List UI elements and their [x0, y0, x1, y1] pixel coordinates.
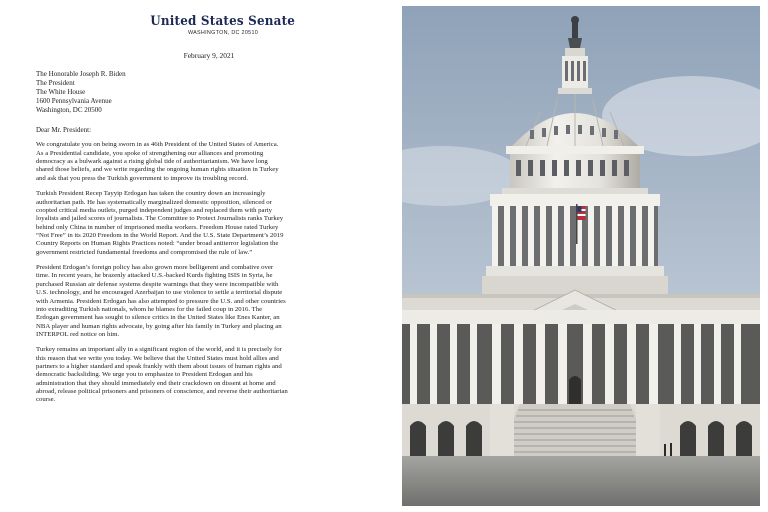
letterhead-place: WASHINGTON, DC 20510	[187, 29, 259, 36]
address-line: 1600 Pennsylvania Avenue	[36, 97, 112, 106]
text-line: this reason that we write you today. We believe that the United States must hold allies and	[36, 354, 279, 362]
text-line: government restricted fundamental freedoms and compromised the rule of law.”	[36, 248, 253, 256]
letterhead	[50, 14, 396, 36]
capitol-dome-illustration	[402, 6, 760, 506]
text-line: loyalists and jailed scores of journalists. The Committee to Protect Journalists ranks Turkey	[36, 215, 284, 223]
text-line: time. In recent years, he brazenly attacked U.S.-backed Kurds fighting ISIS in Syria, he	[36, 272, 273, 280]
text-line: shared those beliefs, and we write regarding the ongoing human rights situation in Turkey	[36, 166, 279, 174]
paragraph-3	[36, 264, 382, 339]
plaza	[402, 456, 760, 506]
address-line: The Honorable Joseph R. Biden	[36, 70, 126, 79]
letter-date: February 9, 2021	[183, 51, 235, 61]
capitol-photo	[402, 6, 760, 506]
text-line: Turkish President Recep Tayyip Erdogan has taken the country down an increasingly	[36, 190, 266, 198]
text-line: democratic backsliding. We urge you to emphasize to President Erdogan and his	[36, 371, 253, 379]
text-line: INTERPOL red notice on him.	[36, 330, 120, 338]
letterhead-title: United States Senate	[150, 14, 296, 29]
recipient-address	[36, 70, 382, 114]
text-line: administration that they should immediately end their crackdown on dissent at home and	[36, 379, 276, 387]
text-line: As a Presidential candidate, you spoke of strengthening our alliances and promoting	[36, 149, 264, 157]
paragraph-2	[36, 190, 382, 257]
text-line: coopted critical media outlets, purged independent judges and replaced them with party	[36, 206, 273, 214]
address-line: The White House	[36, 88, 86, 97]
text-line: abroad, release political prisoners and prisoners of conscience, and reverse their authoritarian	[36, 388, 288, 396]
text-line: behind only China in number of imprisoned media workers. Freedom House rated Turkey	[36, 223, 279, 231]
dome-colonnade	[482, 194, 668, 294]
text-line: into extraditing Turkish nationals, whom he blames for the failed coup in 2016. The	[36, 305, 263, 313]
paragraph-4	[36, 346, 382, 405]
text-line: Turkey remains an important ally in a significant region of the world, and it is precisely for	[36, 346, 282, 354]
text-line: We congratulate you on being sworn in as 46th President of the United States of America.	[36, 141, 279, 149]
paragraph-1	[36, 141, 382, 183]
text-line: authoritarian path. He has systematically marginalized domestic opposition, silenced or	[36, 198, 272, 206]
text-line: with Armenia. President Erdogan has also attempted to pressure the U.S. and other countries	[36, 297, 286, 305]
text-line: partners to a higher standard and speak frankly with them about issues of human rights and	[36, 363, 282, 371]
salutation: Dear Mr. President:	[36, 125, 92, 134]
text-line: and ask that you press the Turkish government to improve its troubling record.	[36, 174, 249, 182]
text-line: U.S. technology, and he encouraged Azerbaijan to use violence to settle a territorial dispute	[36, 289, 283, 297]
main-door	[569, 376, 581, 404]
text-line: purchased Russian air defense systems despite warnings that they were incompatible with	[36, 280, 279, 288]
text-line: Erdogan government has sought to silence critics in the United States like Enes Kanter, an	[36, 314, 280, 322]
text-line: “Not Free” in its 2020 Freedom in the World Report. And the U.S. State Department’s 2019	[36, 231, 284, 239]
text-line: NBA player and human rights advocate, by going after his family in Turkey and placing an	[36, 322, 282, 330]
text-line: Country Reports on Human Rights Practices noted: “under broad antiterror legislation the	[36, 240, 279, 248]
text-line: course.	[36, 396, 56, 404]
senate-letter	[36, 14, 382, 506]
dome-upper-drum	[502, 146, 648, 194]
text-line: democracy as a bulwark against a rising global tide of authoritarianism. We have long	[36, 158, 268, 166]
address-line: Washington, DC 20500	[36, 105, 102, 114]
address-line: The President	[36, 79, 75, 88]
main-facade	[402, 310, 760, 404]
text-line: President Erdogan’s foreign policy has also grown more belligerent and combative over	[36, 264, 274, 272]
